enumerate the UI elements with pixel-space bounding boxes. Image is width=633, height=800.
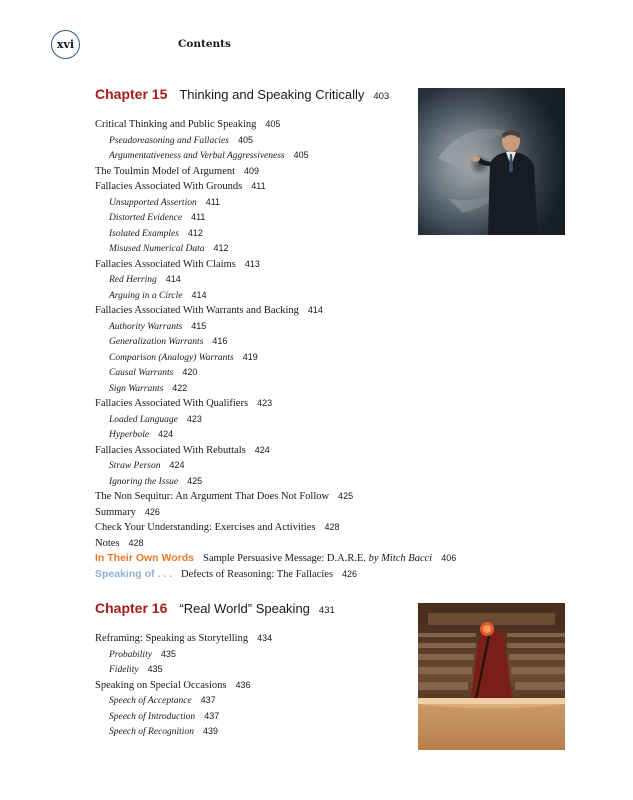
entry-title: Hyperbole (109, 430, 150, 440)
entry-title: Authority Warrants (109, 321, 183, 332)
entry-page: 413 (244, 258, 260, 269)
toc-subentry[interactable] (95, 241, 456, 257)
toc-entry[interactable] (95, 117, 456, 133)
entry-page: 411 (191, 212, 206, 222)
entry-page: 437 (200, 695, 216, 705)
entry-title: Reframing: Speaking as Storytelling (95, 633, 249, 644)
entry-title: Fallacies Associated With Claims (95, 258, 236, 270)
toc-subentry[interactable] (95, 288, 456, 304)
toc-subentry[interactable] (95, 210, 456, 226)
entry-page: 437 (204, 710, 220, 721)
toc-subentry[interactable] (95, 272, 456, 288)
toc-subentry[interactable] (95, 647, 272, 663)
toc-subentry[interactable] (95, 319, 456, 335)
feature-title: Defects of Reasoning: The Fallacies (181, 568, 334, 580)
toc-list (95, 117, 456, 582)
entry-page: 414 (307, 305, 323, 315)
toc-subentry[interactable] (95, 474, 456, 490)
entry-title: Probability (109, 649, 152, 660)
entry-title: Fidelity (109, 665, 139, 675)
toc-subentry[interactable] (95, 350, 456, 366)
entry-title: Speaking on Special Occasions (95, 679, 227, 691)
toc-entry[interactable] (95, 505, 456, 521)
toc-entry[interactable] (95, 164, 456, 180)
feature-in-their-own-words[interactable] (95, 551, 456, 567)
entry-title: Generalization Warrants (109, 337, 204, 347)
toc-subentry[interactable] (95, 709, 272, 725)
entry-title: Arguing in a Circle (109, 290, 183, 301)
running-head: Contents (178, 38, 231, 50)
toc-subentry[interactable] (95, 693, 272, 709)
toc-entry[interactable] (95, 443, 456, 459)
entry-title: Fallacies Associated With Rebuttals (95, 444, 246, 456)
entry-title: Speech of Introduction (109, 711, 196, 722)
toc-subentry[interactable] (95, 365, 456, 381)
entry-page: 411 (205, 196, 221, 207)
entry-title: Argumentativeness and Verbal Aggressiveness (109, 151, 285, 161)
entry-page: 405 (237, 134, 253, 145)
entry-title: Distorted Evidence (109, 213, 183, 223)
entry-title: Red Herring (109, 275, 157, 285)
page-number-badge (51, 30, 80, 59)
chapter-page: 431 (318, 605, 335, 616)
toc-subentry[interactable] (95, 195, 456, 211)
entry-page: 435 (160, 648, 176, 659)
chapter-title: Thinking and Speaking Critically (179, 87, 365, 102)
entry-page: 406 (441, 553, 457, 563)
entry-title: Causal Warrants (109, 368, 174, 378)
entry-page: 415 (191, 320, 207, 331)
entry-page: 425 (338, 491, 354, 501)
entry-page: 428 (324, 522, 340, 532)
toc-entry[interactable] (95, 179, 456, 195)
toc-entry[interactable] (95, 678, 272, 694)
entry-title: The Non Sequitur: An Argument That Does Not Follow (95, 491, 330, 502)
entry-page: 414 (165, 274, 181, 284)
toc-subentry[interactable] (95, 458, 456, 474)
entry-page: 423 (186, 413, 202, 424)
toc-list (95, 631, 272, 740)
entry-title: Ignoring the Issue (109, 476, 179, 487)
toc-subentry[interactable] (95, 724, 272, 740)
entry-page: 424 (158, 429, 174, 439)
entry-title: Fallacies Associated With Grounds (95, 181, 243, 192)
entry-title: Speech of Acceptance (109, 696, 192, 706)
entry-title: Notes (95, 537, 120, 549)
toc-subentry[interactable] (95, 133, 456, 149)
entry-page: 420 (182, 367, 198, 377)
toc-entry[interactable] (95, 489, 456, 505)
feature-title: Sample Persuasive Message: D.A.R.E. (202, 553, 367, 564)
feature-author: by Mitch Bacci (368, 553, 433, 564)
entry-page: 434 (257, 633, 273, 643)
chapter-16-photo (418, 603, 565, 750)
toc-subentry[interactable] (95, 148, 456, 164)
chapter-15-photo (418, 88, 565, 235)
entry-title: Critical Thinking and Public Speaking (95, 119, 257, 130)
entry-title: Straw Person (109, 461, 161, 471)
entry-title: Comparison (Analogy) Warrants (109, 352, 234, 363)
auditorium-podium-image (418, 603, 565, 750)
entry-page: 412 (187, 227, 203, 238)
chapter-heading[interactable] (95, 600, 335, 616)
entry-title: Fallacies Associated With Warrants and Backing (95, 305, 299, 316)
entry-title: Isolated Examples (109, 228, 179, 239)
entry-title: Check Your Understanding: Exercises and Activities (95, 522, 316, 533)
entry-page: 419 (242, 351, 258, 362)
entry-page: 435 (147, 664, 163, 674)
entry-title: Sign Warrants (109, 383, 164, 394)
chapter-page: 403 (373, 91, 390, 102)
entry-title: Misused Numerical Data (109, 244, 205, 254)
entry-page: 424 (169, 460, 185, 470)
chapter-heading[interactable] (95, 86, 389, 102)
toc-entry[interactable] (95, 257, 456, 273)
toc-subentry[interactable] (95, 662, 272, 678)
entry-page: 405 (293, 150, 309, 160)
entry-page: 428 (128, 537, 144, 548)
entry-page: 409 (244, 165, 260, 176)
toc-entry[interactable] (95, 536, 456, 552)
entry-page: 405 (265, 119, 281, 129)
toc-entry[interactable] (95, 396, 456, 412)
toc-subentry[interactable] (95, 226, 456, 242)
chapter-title: “Real World” Speaking (179, 601, 310, 616)
entry-page: 412 (213, 243, 229, 253)
page-number: xvi (56, 38, 75, 51)
entry-title: Fallacies Associated With Qualifiers (95, 398, 249, 409)
entry-page: 439 (202, 726, 218, 736)
entry-page: 414 (191, 289, 207, 300)
entry-title: The Toulmin Model of Argument (95, 165, 236, 177)
entry-title: Unsupported Assertion (109, 197, 197, 208)
toc-entry[interactable] (95, 303, 456, 319)
entry-page: 426 (342, 568, 358, 579)
feature-label: In Their Own Words (95, 552, 194, 564)
entry-page: 436 (235, 679, 251, 690)
entry-page: 422 (172, 382, 188, 393)
entry-title: Pseudoreasoning and Fallacies (109, 135, 229, 146)
entry-page: 416 (212, 336, 228, 346)
chapter-number: Chapter 15 (95, 86, 168, 102)
chapter-number: Chapter 16 (95, 600, 168, 616)
toc-subentry[interactable] (95, 334, 456, 350)
toc-subentry[interactable] (95, 381, 456, 397)
toc-subentry[interactable] (95, 412, 456, 428)
feature-label: Speaking of . . . (95, 567, 173, 580)
entry-title: Speech of Recognition (109, 727, 194, 737)
entry-title: Summary (95, 506, 136, 518)
entry-page: 411 (251, 181, 266, 191)
entry-page: 425 (187, 475, 203, 486)
toc-entry[interactable] (95, 631, 272, 647)
feature-speaking-of[interactable] (95, 567, 456, 583)
entry-page: 424 (254, 444, 270, 455)
entry-page: 426 (144, 506, 160, 517)
entry-page: 423 (257, 398, 273, 408)
presenter-hurricane-image (418, 88, 565, 235)
toc-subentry[interactable] (95, 427, 456, 443)
entry-title: Loaded Language (109, 414, 178, 425)
toc-entry[interactable] (95, 520, 456, 536)
